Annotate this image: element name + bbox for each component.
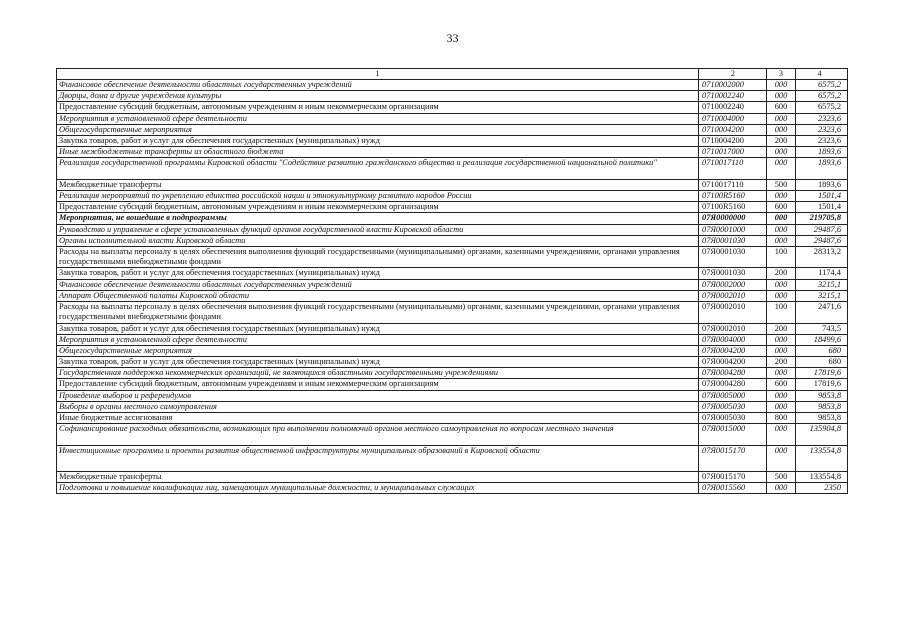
row-type-cell: 500	[767, 179, 796, 190]
row-name-cell: Общегосударственные мероприятия	[57, 345, 699, 356]
row-code-cell: 0710002240	[699, 102, 767, 113]
row-code-cell: 0710004000	[699, 113, 767, 124]
row-name-cell: Мероприятия, не вошедшие в подпрограммы	[57, 213, 699, 224]
row-amount-cell: 3215,1	[796, 279, 848, 290]
row-code-cell: 07Я0001030	[699, 235, 767, 246]
row-name-cell: Софинансирование расходных обязательств, возникающих при выполнении полномочий органов местного самоуправления по вопросам местного значения	[57, 424, 699, 446]
row-amount-cell: 29487,6	[796, 235, 848, 246]
row-code-cell: 07Я0001030	[699, 246, 767, 268]
row-amount-cell: 29487,6	[796, 224, 848, 235]
row-name-cell: Финансовое обеспечение деятельности областных государственных учреждений	[57, 279, 699, 290]
row-amount-cell: 743,5	[796, 323, 848, 334]
row-amount-cell: 2323,6	[796, 135, 848, 146]
header-col-1: 1	[57, 69, 699, 80]
row-amount-cell: 1501,4	[796, 191, 848, 202]
row-type-cell: 100	[767, 302, 796, 324]
row-type-cell: 000	[767, 390, 796, 401]
row-type-cell: 000	[767, 80, 796, 91]
row-type-cell: 100	[767, 246, 796, 268]
row-type-cell: 000	[767, 235, 796, 246]
row-type-cell: 000	[767, 124, 796, 135]
table-row	[57, 401, 848, 412]
row-name-cell: Закупка товаров, работ и услуг для обеспечения государственных (муниципальных) нужд	[57, 323, 699, 334]
row-amount-cell: 2471,6	[796, 302, 848, 324]
table-row	[57, 445, 848, 471]
row-code-cell: 07Я0002010	[699, 290, 767, 301]
budget-table	[56, 68, 848, 494]
table-row	[57, 113, 848, 124]
row-type-cell: 200	[767, 268, 796, 279]
table-row	[57, 147, 848, 158]
row-type-cell: 000	[767, 213, 796, 224]
table-row	[57, 124, 848, 135]
header-col-2: 2	[699, 69, 767, 80]
row-code-cell: 0710004200	[699, 124, 767, 135]
row-code-cell: 07Я0004280	[699, 368, 767, 379]
table-row	[57, 279, 848, 290]
row-code-cell: 07Я0000000	[699, 213, 767, 224]
row-name-cell: Общегосударственные мероприятия	[57, 124, 699, 135]
row-type-cell: 000	[767, 290, 796, 301]
page-number: 33	[446, 31, 459, 45]
row-type-cell: 000	[767, 158, 796, 180]
row-amount-cell: 2323,6	[796, 113, 848, 124]
row-type-cell: 500	[767, 471, 796, 482]
row-code-cell: 07Я0001030	[699, 268, 767, 279]
row-code-cell: 07Я0002010	[699, 323, 767, 334]
row-type-cell: 600	[767, 379, 796, 390]
row-name-cell: Подготовка и повышение квалификации лиц, замещающих муниципальные должности, и муниципальных служащих	[57, 482, 699, 493]
row-type-cell: 200	[767, 357, 796, 368]
table-row	[57, 357, 848, 368]
row-type-cell: 000	[767, 445, 796, 471]
row-amount-cell: 18499,6	[796, 334, 848, 345]
row-type-cell: 200	[767, 135, 796, 146]
row-name-cell: Аппарат Общественной палаты Кировской области	[57, 290, 699, 301]
row-code-cell: 07Я0001000	[699, 224, 767, 235]
row-code-cell: 0710002000	[699, 80, 767, 91]
row-amount-cell: 17819,6	[796, 379, 848, 390]
row-code-cell: 07Я0015170	[699, 445, 767, 471]
row-code-cell: 07Я0002010	[699, 302, 767, 324]
row-amount-cell: 6575,2	[796, 102, 848, 113]
row-name-cell: Реализация мероприятий по укреплению единства российской нации и этнокультурному развитию народов России	[57, 191, 699, 202]
row-code-cell: 07Я0005000	[699, 390, 767, 401]
row-code-cell: 07Я0004200	[699, 345, 767, 356]
row-name-cell: Межбюджетные трансферты	[57, 179, 699, 190]
table-row	[57, 334, 848, 345]
row-type-cell: 000	[767, 368, 796, 379]
row-code-cell: 07Я0004280	[699, 379, 767, 390]
row-name-cell: Межбюджетные трансферты	[57, 471, 699, 482]
row-type-cell: 000	[767, 224, 796, 235]
row-amount-cell: 133554,8	[796, 445, 848, 471]
row-name-cell: Государственная поддержка некоммерческих организаций, не являющихся областными государственными учреждениями	[57, 368, 699, 379]
row-name-cell: Предоставление субсидий бюджетным, автономным учреждениям и иным некоммерческим организациям	[57, 102, 699, 113]
table-row	[57, 191, 848, 202]
row-type-cell: 600	[767, 102, 796, 113]
row-amount-cell: 1893,6	[796, 179, 848, 190]
row-type-cell: 000	[767, 482, 796, 493]
row-code-cell: 0710002240	[699, 91, 767, 102]
row-amount-cell: 680	[796, 345, 848, 356]
table-row	[57, 424, 848, 446]
row-name-cell: Проведение выборов и референдумов	[57, 390, 699, 401]
table-row	[57, 91, 848, 102]
row-amount-cell: 219705,8	[796, 213, 848, 224]
row-name-cell: Мероприятия в установленной сфере деятельности	[57, 113, 699, 124]
row-name-cell: Закупка товаров, работ и услуг для обеспечения государственных (муниципальных) нужд	[57, 357, 699, 368]
row-name-cell: Руководство и управление в сфере установленных функций органов государственной власти Кировской области	[57, 224, 699, 235]
row-type-cell: 600	[767, 202, 796, 213]
row-type-cell: 000	[767, 191, 796, 202]
row-amount-cell: 9853,8	[796, 401, 848, 412]
row-amount-cell: 6575,2	[796, 91, 848, 102]
row-name-cell: Выборы в органы местного самоуправления	[57, 401, 699, 412]
table-row	[57, 213, 848, 224]
table-row	[57, 390, 848, 401]
row-code-cell: 07Я0015000	[699, 424, 767, 446]
row-amount-cell: 1893,6	[796, 147, 848, 158]
table-row	[57, 102, 848, 113]
row-amount-cell: 1174,4	[796, 268, 848, 279]
table-row	[57, 368, 848, 379]
row-type-cell: 000	[767, 334, 796, 345]
row-amount-cell: 133554,8	[796, 471, 848, 482]
table-header-row	[57, 69, 848, 80]
row-name-cell: Закупка товаров, работ и услуг для обеспечения государственных (муниципальных) нужд	[57, 268, 699, 279]
table-row	[57, 323, 848, 334]
row-name-cell: Инвестиционные программы и проекты развития общественной инфраструктуры муниципальных образований в Кировской области	[57, 445, 699, 471]
row-code-cell: 0710017110	[699, 158, 767, 180]
table-row	[57, 471, 848, 482]
row-code-cell: 0710017110	[699, 179, 767, 190]
table-row	[57, 302, 848, 324]
row-type-cell: 000	[767, 147, 796, 158]
table-row	[57, 290, 848, 301]
table-row	[57, 379, 848, 390]
row-type-cell: 000	[767, 424, 796, 446]
row-amount-cell: 680	[796, 357, 848, 368]
row-code-cell: 07Я0002000	[699, 279, 767, 290]
row-name-cell: Иные бюджетные ассигнования	[57, 413, 699, 424]
table-row	[57, 246, 848, 268]
row-code-cell: 07Я0015170	[699, 471, 767, 482]
row-type-cell: 000	[767, 345, 796, 356]
row-code-cell: 07Я0004000	[699, 334, 767, 345]
row-name-cell: Закупка товаров, работ и услуг для обеспечения государственных (муниципальных) нужд	[57, 135, 699, 146]
row-type-cell: 000	[767, 91, 796, 102]
row-amount-cell: 1501,4	[796, 202, 848, 213]
row-code-cell: 07Я0005030	[699, 413, 767, 424]
table-row	[57, 80, 848, 91]
table-row	[57, 482, 848, 493]
table-row	[57, 235, 848, 246]
row-amount-cell: 9853,8	[796, 413, 848, 424]
table-row	[57, 158, 848, 180]
row-amount-cell: 17819,6	[796, 368, 848, 379]
table-row	[57, 135, 848, 146]
row-name-cell: Расходы на выплаты персоналу в целях обеспечения выполнения функций государственными (муниципальными) органами, казенными учреждениями, органами управления государственными внебюджетными фондами	[57, 302, 699, 324]
row-code-cell: 07100R5160	[699, 202, 767, 213]
row-amount-cell: 2350	[796, 482, 848, 493]
row-name-cell: Органы исполнительной власти Кировской области	[57, 235, 699, 246]
table-row	[57, 268, 848, 279]
row-name-cell: Предоставление субсидий бюджетным, автономным учреждениям и иным некоммерческим организациям	[57, 379, 699, 390]
table-row	[57, 179, 848, 190]
row-amount-cell: 28313,2	[796, 246, 848, 268]
row-amount-cell: 9853,8	[796, 390, 848, 401]
row-code-cell: 0710004200	[699, 135, 767, 146]
row-type-cell: 200	[767, 323, 796, 334]
row-type-cell: 000	[767, 401, 796, 412]
row-type-cell: 000	[767, 113, 796, 124]
table-row	[57, 345, 848, 356]
row-name-cell: Реализация государственной программы Кировской области "Содействие развитию гражданского общества и реализация государственной национальной политики"	[57, 158, 699, 180]
row-code-cell: 07Я0004200	[699, 357, 767, 368]
row-type-cell: 000	[767, 279, 796, 290]
row-amount-cell: 1893,6	[796, 158, 848, 180]
row-code-cell: 07Я0015560	[699, 482, 767, 493]
row-amount-cell: 135904,8	[796, 424, 848, 446]
table-row	[57, 413, 848, 424]
header-col-4: 4	[796, 69, 848, 80]
row-name-cell: Дворцы, дома и другие учреждения культуры	[57, 91, 699, 102]
table-row	[57, 224, 848, 235]
row-code-cell: 0710017000	[699, 147, 767, 158]
row-amount-cell: 6575,2	[796, 80, 848, 91]
row-code-cell: 07Я0005030	[699, 401, 767, 412]
row-name-cell: Расходы на выплаты персоналу в целях обеспечения выполнения функций государственными (муниципальными) органами, казенными учреждениями, органами управления государственными внебюджетными фондами	[57, 246, 699, 268]
row-amount-cell: 3215,1	[796, 290, 848, 301]
row-amount-cell: 2323,6	[796, 124, 848, 135]
header-col-3: 3	[767, 69, 796, 80]
row-name-cell: Иные межбюджетные трансферты из областного бюджета	[57, 147, 699, 158]
row-type-cell: 800	[767, 413, 796, 424]
row-name-cell: Финансовое обеспечение деятельности областных государственных учреждений	[57, 80, 699, 91]
table-row	[57, 202, 848, 213]
row-name-cell: Предоставление субсидий бюджетным, автономным учреждениям и иным некоммерческим организациям	[57, 202, 699, 213]
row-code-cell: 07100R5160	[699, 191, 767, 202]
row-name-cell: Мероприятия в установленной сфере деятельности	[57, 334, 699, 345]
